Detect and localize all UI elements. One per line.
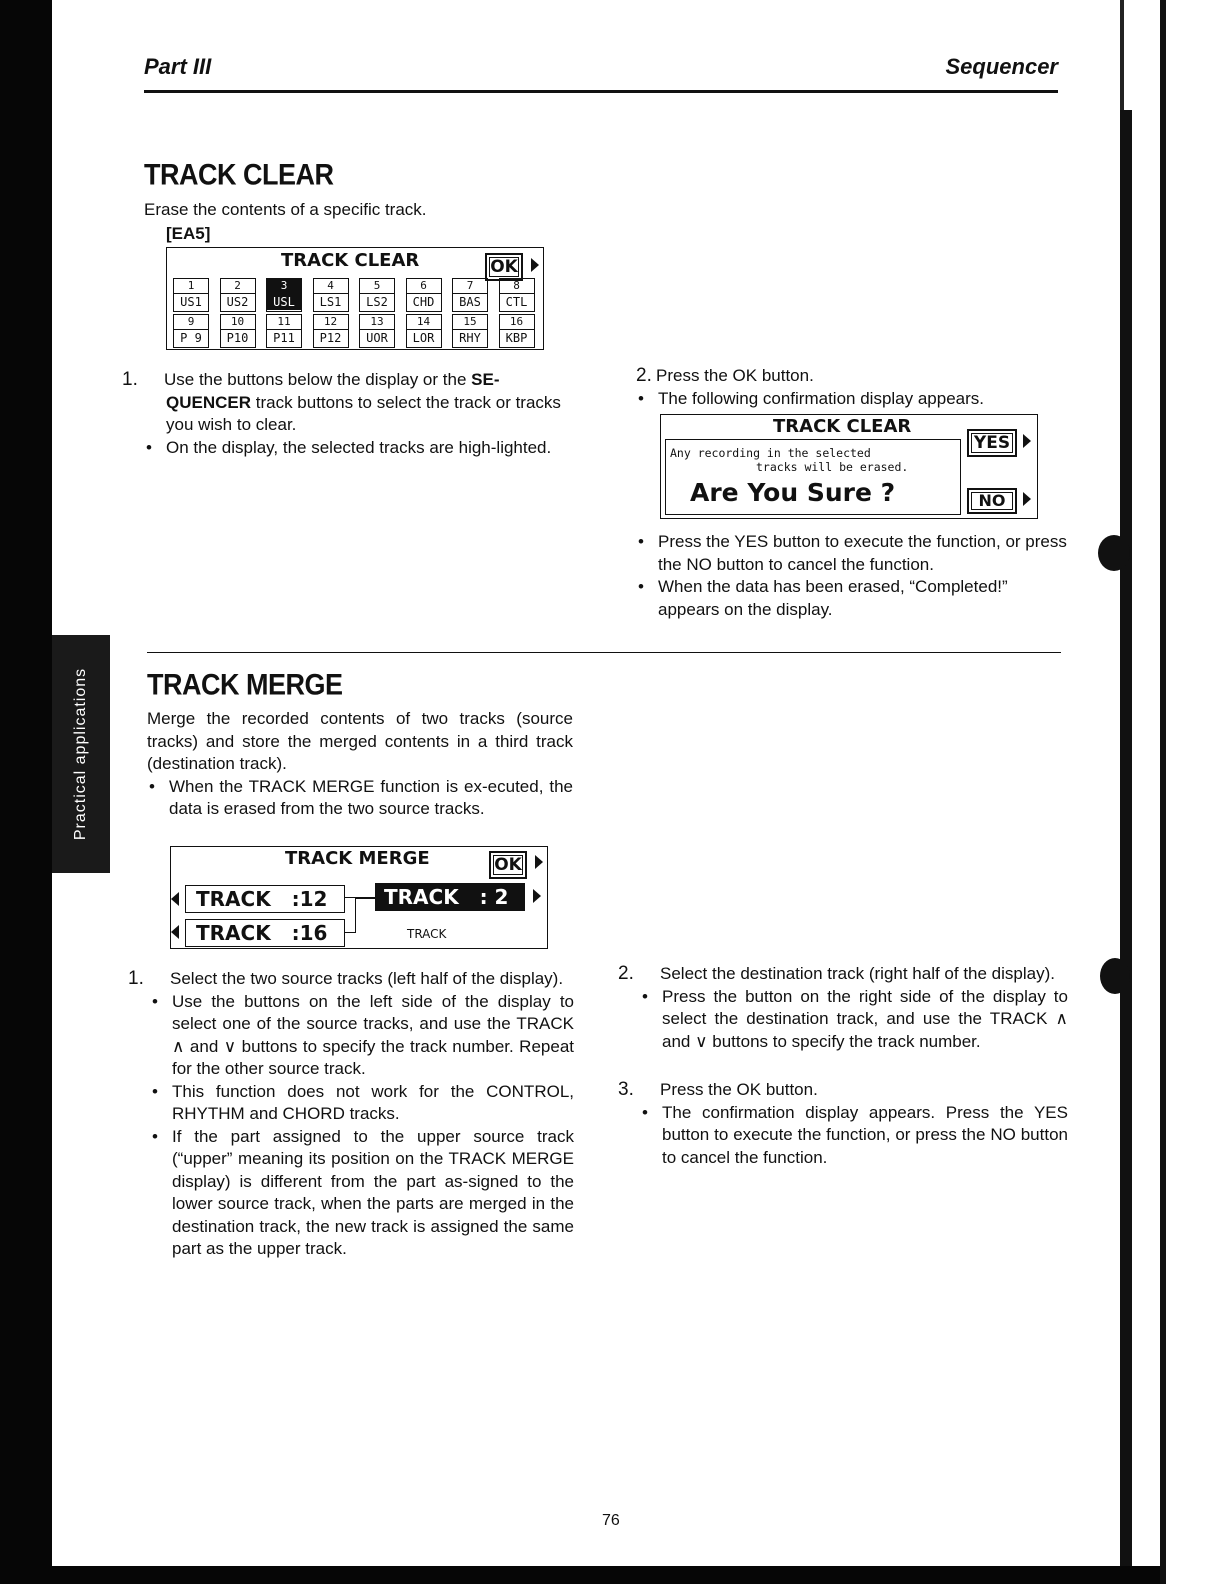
intro-text: Merge the recorded contents of two tracks (source tracks) and store the merged contents in a third track (destination track). — [147, 709, 573, 773]
bullet: • When the TRACK MERGE function is ex-ecuted, the data is erased from the two source tracks. — [147, 776, 573, 821]
bullet: • This function does not work for the CONTROL, RHYTHM and CHORD tracks. — [150, 1081, 574, 1126]
scan-border-bottom — [52, 1566, 1160, 1584]
track-merge-display — [170, 846, 548, 949]
step1-text-a: Use the buttons below the display or the — [164, 370, 472, 389]
scan-border-left — [0, 0, 52, 1584]
header-section: Sequencer — [945, 54, 1058, 79]
source1-arrow-icon — [171, 892, 179, 906]
track-code: P12 — [319, 331, 342, 345]
track-number: 8 — [500, 279, 534, 294]
step-number: 2. — [618, 963, 634, 984]
bullet: • When the data has been erased, “Completed!” appears on the display. — [636, 576, 1070, 621]
ok-button[interactable]: OK — [489, 851, 527, 879]
track-button-5[interactable] — [359, 278, 395, 312]
track-clear-step1 — [122, 369, 574, 459]
bullet: • Press the YES button to execute the function, or press the NO button to cancel the function. — [636, 531, 1070, 576]
step-number: 3. — [618, 1079, 634, 1100]
track-number: 11 — [267, 315, 301, 330]
step1-text: Select the two source tracks (left half of the display). — [170, 969, 564, 988]
track-merge-intro — [147, 708, 573, 821]
track-button-9[interactable] — [173, 314, 209, 348]
track-number: 12 — [314, 315, 348, 330]
track-number: 6 — [407, 279, 441, 294]
bullet: • On the display, the selected tracks are high-lighted. — [144, 437, 574, 460]
step1-text-b: track buttons to select the track or tracks you wish to clear. — [166, 392, 561, 434]
yes-button[interactable]: YES — [967, 429, 1017, 457]
sequencer-bold: SE-QUENCER — [166, 370, 500, 412]
track-number: 15 — [453, 315, 487, 330]
bullet: • The following confirmation display appears. — [636, 388, 1056, 411]
step2-text: Select the destination track (right half of the display). — [660, 964, 1055, 983]
track-merge-step1 — [128, 968, 574, 1261]
merge-line — [355, 897, 375, 899]
header-part: Part III — [144, 54, 212, 79]
track-button-4[interactable] — [313, 278, 349, 312]
track-number: 5 — [360, 279, 394, 294]
confirm-message-box — [665, 439, 961, 515]
track-code: LS2 — [366, 295, 388, 309]
binding-hole — [1100, 958, 1130, 994]
track-code: LS1 — [319, 295, 342, 309]
track-button-6[interactable] — [406, 278, 442, 312]
track-clear-display — [166, 247, 544, 350]
page-number: 76 — [602, 1512, 620, 1529]
confirm-line2: tracks will be erased. — [756, 460, 909, 474]
merge-bracket — [345, 897, 356, 933]
track-number: 13 — [360, 315, 394, 330]
track-code: KBP — [505, 331, 528, 345]
ok-arrow-icon — [535, 855, 543, 869]
track-clear-code: [EA5] — [166, 224, 211, 243]
side-tab-label: Practical applications — [72, 667, 89, 841]
track-number: 10 — [221, 315, 255, 330]
section-title-track-merge: TRACK MERGE — [147, 668, 343, 702]
track-code: LOR — [412, 331, 435, 345]
step-number: 2. — [636, 365, 652, 386]
track-code: RHY — [459, 331, 481, 345]
track-button-16[interactable] — [499, 314, 535, 348]
confirm-display — [660, 414, 1038, 519]
section-title-track-clear: TRACK CLEAR — [144, 158, 334, 192]
ok-button[interactable]: OK — [485, 253, 523, 281]
track-code: US2 — [226, 295, 249, 309]
track-number: 4 — [314, 279, 348, 294]
binding-hole — [1098, 535, 1130, 571]
track-number: 14 — [407, 315, 441, 330]
track-code: P 9 — [180, 331, 202, 345]
track-code: USL — [267, 294, 301, 310]
destination-arrow-icon — [533, 889, 541, 903]
track-code: BAS — [459, 295, 481, 309]
track-number: 1 — [174, 279, 208, 294]
track-code: P10 — [226, 331, 249, 345]
track-button-2[interactable] — [220, 278, 256, 312]
bullet: • Press the button on the right side of the display to select the destination track, and use the TRACK ∧ and ∨ buttons to specify the track number. — [640, 986, 1068, 1054]
step-number: 1. — [128, 968, 144, 989]
track-number: 16 — [500, 315, 534, 330]
header-rule — [144, 90, 1058, 93]
track-code: US1 — [180, 295, 202, 309]
step2-text: Press the OK button. — [656, 366, 814, 385]
step-number: 1. — [122, 369, 138, 390]
track-code: UOR — [366, 331, 388, 345]
track-button-12[interactable] — [313, 314, 349, 348]
track-button-15[interactable] — [452, 314, 488, 348]
track-button-3[interactable] — [266, 278, 302, 312]
track-button-13[interactable] — [359, 314, 395, 348]
source-track-1[interactable]: TRACK :12 — [185, 885, 345, 913]
track-clear-intro: Erase the contents of a specific track. — [144, 200, 427, 219]
step3-text: Press the OK button. — [660, 1080, 818, 1099]
track-number: 7 — [453, 279, 487, 294]
track-button-10[interactable] — [220, 314, 256, 348]
display-title: TRACK MERGE — [285, 848, 430, 869]
track-number: 3 — [267, 279, 301, 294]
confirm-title: TRACK CLEAR — [773, 416, 912, 437]
track-button-14[interactable] — [406, 314, 442, 348]
side-tab — [52, 635, 110, 873]
no-arrow-icon — [1023, 492, 1031, 506]
section-divider — [147, 652, 1061, 653]
ok-arrow-icon — [531, 258, 539, 272]
source2-arrow-icon — [171, 925, 179, 939]
track-clear-bullets — [636, 531, 1070, 621]
bullet: • If the part assigned to the upper source track (“upper” meaning its position on the TRACK MERGE display) is different from the part as-signed to the lower source track, when the parts are merged in the destination track, the new track is assigned the same part as the upper track. — [150, 1126, 574, 1261]
confirm-question: Are You Sure ? — [690, 478, 896, 507]
source-track-2[interactable]: TRACK :16 — [185, 919, 345, 947]
destination-track[interactable]: TRACK : 2 — [375, 883, 525, 911]
track-button-11[interactable] — [266, 314, 302, 348]
track-button-8[interactable] — [499, 278, 535, 312]
confirm-line1: Any recording in the selected — [670, 446, 871, 460]
scan-border-right — [1160, 0, 1224, 1584]
track-button-1[interactable] — [173, 278, 209, 312]
no-button[interactable]: NO — [967, 488, 1017, 514]
track-number: 2 — [221, 279, 255, 294]
bullet: • Use the buttons on the left side of the display to select one of the source tracks, and use the TRACK ∧ and ∨ buttons to specify the track number. Repeat for the other source track. — [150, 991, 574, 1081]
track-button-7[interactable] — [452, 278, 488, 312]
bullet: • The confirmation display appears. Press the YES button to execute the function, or press the NO button to cancel the function. — [640, 1102, 1068, 1170]
display-title: TRACK CLEAR — [281, 250, 420, 271]
yes-arrow-icon — [1023, 434, 1031, 448]
track-merge-step2 — [618, 963, 1068, 1169]
track-code: CHD — [412, 295, 435, 309]
track-number: 9 — [174, 315, 208, 330]
track-clear-step2 — [636, 365, 1056, 410]
track-code: CTL — [505, 295, 528, 309]
track-updown-label: TRACK — [407, 927, 447, 941]
track-code: P11 — [273, 331, 295, 345]
